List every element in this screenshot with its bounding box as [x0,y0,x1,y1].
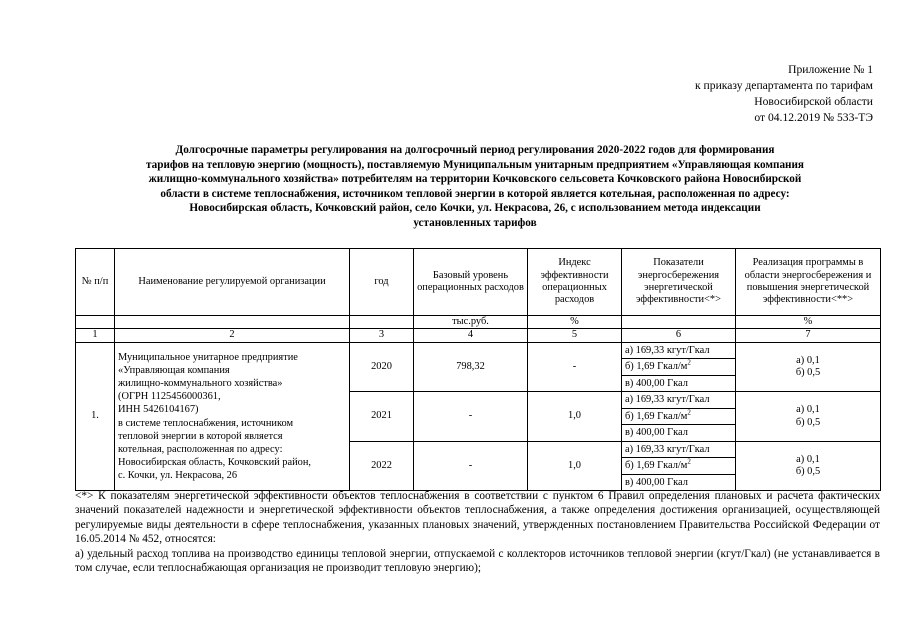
table-row-2020 [76,342,881,392]
base-cell: - [414,441,528,491]
indicator-a: а) 169,33 кгут/Гкал [622,392,735,409]
header-index: Индекс эффективности операционных расходов [528,249,622,316]
indicator-c: в) 400,00 Гкал [625,377,688,389]
appendix-line-4: от 04.12.2019 № 533-ТЭ [754,111,873,124]
colnum-1: 1 [76,329,115,342]
appendix-line-2: к приказу департамента по тарифам [695,79,873,92]
header-num: № п/п [76,249,115,316]
colnum-2: 2 [115,329,350,342]
title-line-5: Новосибирская область, Кочковский район, село Кочки, ул. Некрасова, 26, с использованием метода индексации [189,202,761,215]
footnote-paragraph-2: а) удельный расход топлива на производство единицы тепловой энергии, отпускаемой с коллекторов источников тепловой энергии (кгут/Гкал) (не устанавливается в том случае, если теплоснабжающая организация не производит тепловую энергию); [75,547,880,575]
title-line-6: установленных тарифов [413,216,537,229]
program-a: а) 0,1 [796,354,820,366]
parameters-table [75,248,881,491]
colnum-3: 3 [350,329,414,342]
program-a: а) 0,1 [796,404,820,416]
colnum-5: 5 [528,329,622,342]
unit-index: % [528,316,622,329]
index-cell: - [528,342,622,392]
footnote [75,489,880,575]
header-program: Реализация программы в области энергосбережения и повышения энергетической эффективности<**> [736,249,881,316]
program-a: а) 0,1 [796,453,820,465]
title-line-1: Долгосрочные параметры регулирования на долгосрочный период регулирования 2020-2022 годов для формирования [175,144,775,156]
table-units-row [76,316,881,329]
indicator-c: в) 400,00 Гкал [625,476,688,488]
title-line-2: тарифов на тепловую энергию (мощность), поставляемую Муниципальным унитарным предприятием «Управляющая компания [146,158,804,171]
appendix-line-3: Новосибирской области [754,95,873,108]
header-base: Базовый уровень операционных расходов [414,249,528,316]
indicator-a: а) 169,33 кгут/Гкал [622,343,735,360]
colnum-4: 4 [414,329,528,342]
header-org: Наименование регулируемой организации [115,249,350,316]
program-b: б) 0,5 [795,466,821,478]
indicator-c: в) 400,00 Гкал [625,427,688,439]
indicator-b: б) 1,69 Гкал/$м^2$ [622,458,735,475]
program-cell [736,392,881,442]
base-cell: - [414,392,528,442]
energy-indicators-cell [622,392,736,442]
appendix-header [695,62,873,126]
year-cell: 2021 [350,392,414,442]
row-number: 1. [76,342,115,491]
document-title [70,143,880,231]
program-b: б) 0,5 [795,367,821,379]
indicator-a: а) 169,33 кгут/Гкал [622,442,735,459]
indicator-b: б) 1,69 Гкал/$м^2$ [622,409,735,426]
header-energy: Показатели энергосбережения энергетической эффективности<*> [622,249,736,316]
colnum-6: 6 [622,329,736,342]
org-name-cell: Муниципальное унитарное предприятие «Управляющая компания жилищно-коммунального хозяйства» (ОГРН 1125456000361, ИНН 5426104167) в системе теплоснабжения, источником тепловой энергии в которой является котельная, расположенная по адресу: Новосибирская область, Кочковский район, с. Кочки, ул. Некрасова, 26 [115,342,350,491]
program-b: б) 0,5 [795,416,821,428]
footnote-paragraph-1: <*> К показателям энергетической эффективности объектов теплоснабжения в соответствии с пунктом 6 Правил определения плановых и расчета фактических значений показателей надежности и энергетической эффективности объектов теплоснабжения, а также определения достижения организацией, осуществляющей регулируемые виды деятельности в сфере теплоснабжения, указанных плановых значений, утвержденных постановлением Правительства Российской Федерации от 16.05.2014 № 452, относятся: [75,490,880,546]
colnum-7: 7 [736,329,881,342]
table-colnum-row [76,329,881,342]
index-cell: 1,0 [528,441,622,491]
program-cell [736,342,881,392]
appendix-line-1: Приложение № 1 [788,63,873,76]
unit-base: тыс.руб. [414,316,528,329]
program-cell [736,441,881,491]
table-header-row [76,249,881,316]
energy-indicators-cell [622,342,736,392]
index-cell: 1,0 [528,392,622,442]
title-line-4: области в системе теплоснабжения, источником тепловой энергии в которой является котельная, расположенная по адресу: [160,187,790,200]
base-cell: 798,32 [414,342,528,392]
year-cell: 2022 [350,441,414,491]
unit-program: % [736,316,881,329]
indicator-b: б) 1,69 Гкал/$м^2$ [622,359,735,376]
header-year: год [350,249,414,316]
energy-indicators-cell [622,441,736,491]
title-line-3: жилищно-коммунального хозяйства» потребителям на территории Кочковского сельсовета Кочковского района Новосибирской [148,173,802,186]
year-cell: 2020 [350,342,414,392]
